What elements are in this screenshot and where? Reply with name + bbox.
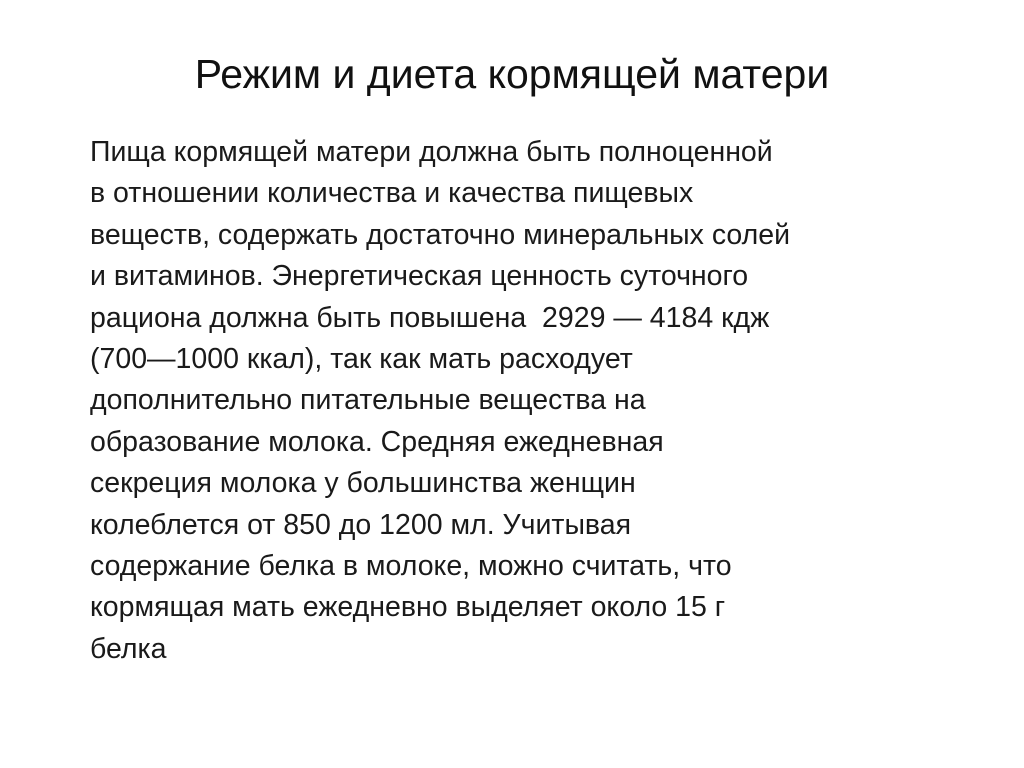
body-line-3: веществ, содержать достаточно минеральных солей — [90, 218, 791, 251]
body-line-12: кормящая мать ежедневно выделяет около 15 г — [90, 591, 726, 624]
body-line-10: колеблется от 850 до 1200 мл. Учитывая — [90, 508, 632, 541]
body-line-9: секреция молока у большинства женщин — [90, 467, 636, 500]
body-line-8: образование молока. Средняя ежедневная — [90, 425, 664, 458]
body-line-11: содержание белка в молоке, можно считать, что — [90, 550, 732, 583]
body-line-13: белка — [90, 632, 167, 665]
slide-body-paragraph — [90, 132, 970, 670]
body-line-7: дополнительно питательные вещества на — [90, 384, 646, 417]
body-line-4: и витаминов. Энергетическая ценность суточного — [90, 260, 749, 293]
body-line-5: рациона должна быть повышена 2929 — 4184 кдж — [90, 301, 770, 334]
body-line-1: Пища кормящей матери должна быть полноценной — [90, 136, 773, 168]
body-line-2: в отношении количества и качества пищевых — [90, 177, 694, 210]
slide-title: Режим и диета кормящей матери — [194, 51, 830, 97]
body-line-6: (700—1000 ккал), так как мать расходует — [90, 343, 633, 376]
